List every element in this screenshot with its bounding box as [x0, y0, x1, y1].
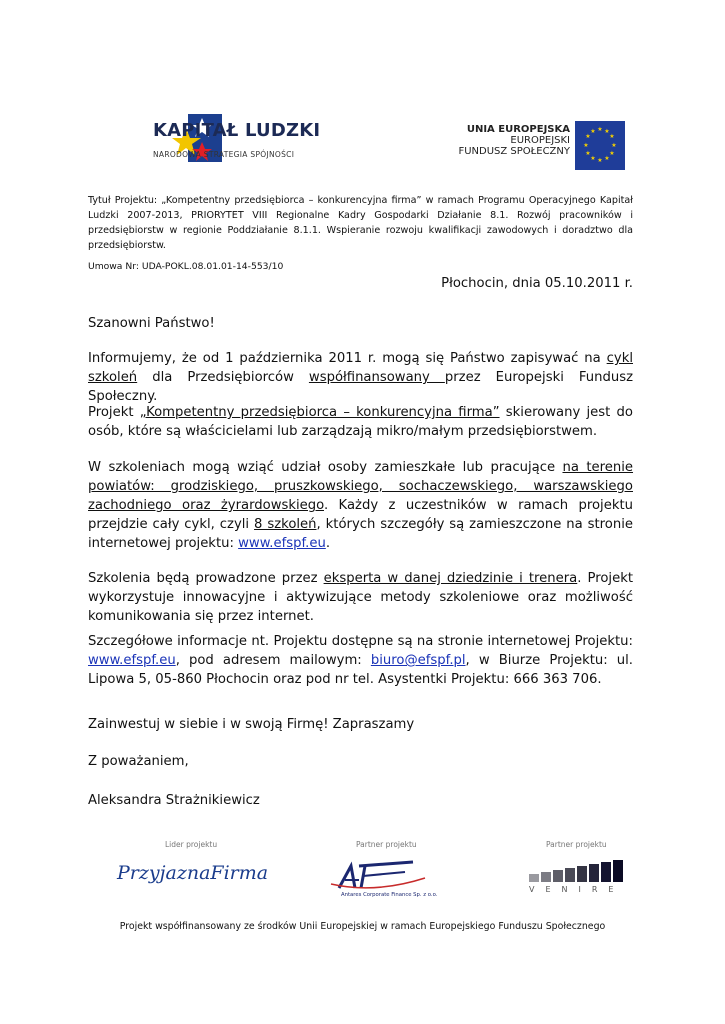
contract-number: Umowa Nr: UDA-POKL.08.01.01-14-553/10: [88, 261, 284, 272]
p3-website-link[interactable]: www.efspf.eu: [238, 536, 326, 551]
p4-text-c: . Projekt wykorzystuje innowacyjne i aktywizujące metody szkoleniowe oraz możliwość komunikowania się przez internet.: [88, 571, 634, 624]
p1-training-cycle: cykl szkoleń: [88, 351, 633, 385]
greeting: Szanowni Państwo!: [88, 316, 215, 331]
closing: Z poważaniem,: [88, 754, 189, 769]
svg-text:★: ★: [609, 133, 615, 140]
p5-email-link[interactable]: biuro@efspf.pl: [370, 653, 466, 668]
p2-text-c: skierowany jest do osób, które są właścicielami lub zarządzają mikro/małym przedsiębiorstwem.: [88, 405, 633, 439]
p5-text-c: , w Biurze Projektu: ul. Lipowa 5, 05-860 Płochocin oraz pod nr tel. Asystentki Projektu: 666 363 706.: [88, 653, 633, 687]
project-description: Tytuł Projektu: „Kompetentny przedsiębiorca – konkurencyjna firma” w ramach Programu Operacyjnego Kapitał Ludzki 2007-2013, PRIORYTET VIII Regionalne Kadry Gospodarki Działanie 8.1. Rozwój pracowników i przedsiębiorstw w regionie Poddziałanie 8.1.1. Wspieranie rozwoju kwalifikacji zawodowych i doradztwo dla przedsiębiorstw.: [88, 195, 633, 251]
svg-text:★: ★: [585, 133, 591, 140]
p5-text-b: , pod adresem mailowym:: [175, 653, 371, 668]
svg-text:★: ★: [585, 150, 591, 157]
footer-note: Projekt współfinansowany ze środków Unii Europejskiej w ramach Europejskiego Funduszu Społecznego: [119, 921, 606, 932]
svg-text:★: ★: [597, 157, 603, 164]
p1-text-a: Informujemy, że od 1 października 2011 r. mogą się Państwo zapisywać na: [88, 351, 607, 366]
p5-website-link[interactable]: www.efspf.eu: [88, 653, 176, 668]
p1-text-e: przez Europejski Fundusz Społeczny.: [88, 370, 633, 404]
kapital-ludzki-subtitle: NARODOWA STRATEGIA SPÓJNOŚCI: [153, 150, 295, 159]
letter-date: Płochocin, dnia 05.10.2011 r.: [441, 276, 633, 291]
lider-label: Lider projektu: [165, 840, 218, 849]
paragraph-contact: [88, 632, 633, 689]
eu-flag-icon: [575, 121, 625, 170]
svg-text:★: ★: [583, 142, 589, 149]
eu-line-1: UNIA EUROPEJSKA: [466, 124, 570, 135]
venire-wordmark: VENIRE: [529, 885, 625, 894]
p3-text-f: .: [325, 536, 331, 551]
p3-trainings-count: 8 szkoleń: [254, 517, 317, 532]
kapital-ludzki-title: KAPITAŁ LUDZKI: [153, 120, 321, 141]
p3-text-e: , których szczegóły są zamieszczone na stronie internetowej projektu:: [88, 517, 633, 551]
svg-text:★: ★: [597, 126, 603, 133]
svg-text:★: ★: [611, 142, 617, 149]
p4-expert: eksperta w danej dziedzinie i trenera: [323, 571, 578, 586]
svg-text:★: ★: [590, 155, 596, 162]
p5-text-a: Szczegółowe informacje nt. Projektu dostępne są na stronie internetowej Projektu:: [88, 634, 633, 649]
paragraph-trainers: [88, 569, 633, 626]
partner2-label: Partner projektu: [546, 840, 607, 849]
svg-text:★: ★: [604, 155, 610, 162]
svg-text:★: ★: [609, 150, 615, 157]
p2-text-a: Projekt: [88, 405, 140, 420]
przyjazna-firma-logo: PrzyjaznaFirma: [117, 862, 269, 884]
partner1-label: Partner projektu: [356, 840, 417, 849]
signer-name: Aleksandra Strażnikiewicz: [88, 793, 260, 808]
p3-text-c: . Każdy z uczestników w ramach projektu przejdzie cały cykl, czyli: [88, 498, 633, 532]
svg-text:★: ★: [590, 128, 596, 135]
svg-text:★: ★: [604, 128, 610, 135]
p1-cofinanced: współfinansowany: [308, 370, 445, 385]
p3-districts: na terenie powiatów: grodziskiego, pruszkowskiego, sochaczewskiego, warszawskiego zachodniego oraz żyrardowskiego: [88, 460, 634, 513]
p3-text-a: W szkoleniach mogą wziąć udział osoby zamieszkałe lub pracujące: [88, 460, 563, 475]
paragraph-registration: [88, 349, 633, 406]
p1-text-c: dla Przedsiębiorców: [137, 370, 309, 385]
eu-line-3: FUNDUSZ SPOŁECZNY: [458, 146, 570, 157]
paragraph-participants: [88, 458, 633, 553]
p4-text-a: Szkolenia będą prowadzone przez: [88, 571, 324, 586]
eu-fund-label: [440, 124, 570, 157]
invitation: Zainwestuj w siebie i w swoją Firmę! Zapraszamy: [88, 717, 415, 732]
p2-project-name: „Kompetentny przedsiębiorca – konkurencyjna firma”: [139, 405, 500, 420]
paragraph-project: [88, 403, 633, 441]
eu-line-2: EUROPEJSKI: [510, 135, 570, 146]
antares-caption: Antares Corporate Finance Sp. z o.o.: [341, 892, 438, 898]
